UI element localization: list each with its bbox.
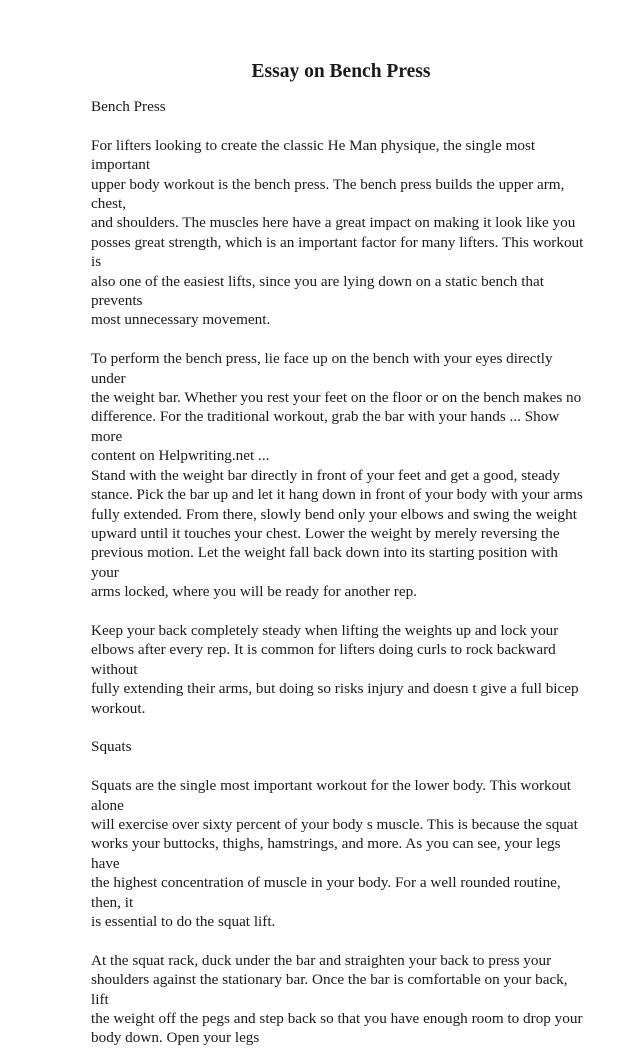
document-title: Essay on Bench Press xyxy=(251,61,431,82)
paragraph: Squats are the single most important workout for the lower body. This workout alone will exercise over sixty percent of your body s muscle. This is because the squat works your buttocks, thighs, hamstrings, and more. As you can see, your legs have the highest concentration of muscle in your body. For a well rounded routine, then, it is essential to do the squat lift. xyxy=(91,777,578,930)
section-heading-squats: Squats xyxy=(91,738,132,756)
paragraph: At the squat rack, duck under the bar and straighten your back to press your shoulders against the stationary bar. Once the bar is comfortable on your back, lift the weight off the pegs and step back so that you have enough room to drop your body down. Open your legs xyxy=(91,951,583,1047)
paragraph: Stand with the weight bar directly in front of your feet and get a good, steady stance. Pick the bar up and let it hang down in front of your body with your arms fully extended. From there, slowly bend only your elbows and swing the weight upward until it touches your chest. Lower the weight by merely reversing the previous motion. Let the weight fall back down into its starting position with your arms locked, where you will be ready for another rep. xyxy=(91,466,583,601)
document-body xyxy=(91,97,588,1048)
paragraph-gap xyxy=(91,330,588,349)
section-heading-bench-press: Bench Press xyxy=(91,98,166,115)
paragraph: Keep your back completely steady when lifting the weights up and lock your elbows after every rep. It is common for lifters doing curls to rock backward without fully extending their arms, but doing so risks injury and doesn t give a full bicep workout. xyxy=(91,621,579,717)
paragraph: For lifters looking to create the classic He Man physique, the single most important upper body workout is the bench press. The bench press builds the upper arm, chest, and shoulders. The muscles here have a great impact on making it look like you posses great strength, which is an important factor for many lifters. This workout is also one of the easiest lifts, since you are lying down on a static bench that prevents most unnecessary movement. xyxy=(91,136,584,329)
paragraph-gap xyxy=(91,718,588,737)
paragraph: To perform the bench press, lie face up on the bench with your eyes directly under the weight bar. Whether you rest your feet on the floor or on the bench makes no difference. For the traditional workout, grab the bar with your hands ... Show more content on Helpwriting.net ... xyxy=(91,350,582,465)
paragraph-gap xyxy=(91,757,588,776)
paragraph-gap xyxy=(91,931,588,950)
paragraph-gap xyxy=(91,116,588,135)
paragraph-gap xyxy=(91,602,588,621)
